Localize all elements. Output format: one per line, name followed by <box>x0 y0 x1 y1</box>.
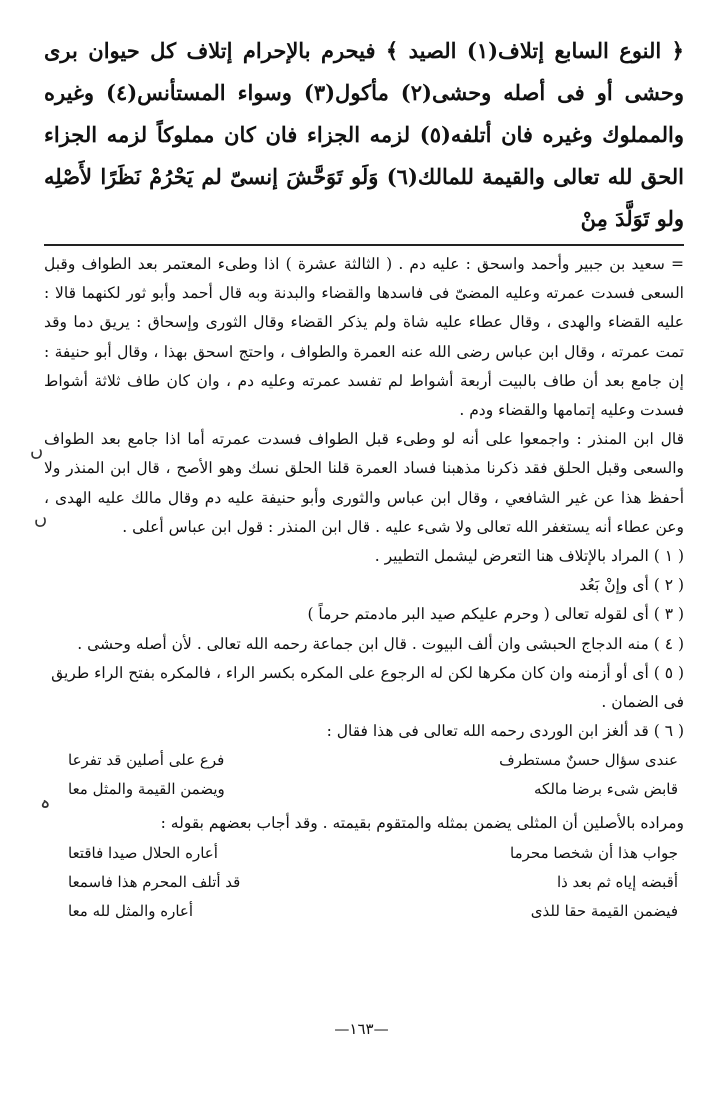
verse-first-hemistich: فيضمن القيمة حقا للذى <box>530 901 678 920</box>
footnote: ( ٥ ) أى أو أزمنه وان كان مكرها لكن له الرجوع على المكره بكسر الراء ، فالمكره بفتح الراء طريق فى الضمان . <box>51 663 684 712</box>
verse-line <box>44 868 684 897</box>
footnote: ( ١ ) المراد بالإتلاف هنا التعرض ليشمل التطيير . <box>374 547 684 566</box>
poem-answer <box>44 839 684 926</box>
commentary <box>44 250 684 542</box>
verse-explanation: ومراده بالأصلين أن المثلى يضمن بمثله والمتقوم بقيمته . وقد أجاب بعضهم بقوله : <box>160 814 684 833</box>
verse-second-hemistich: قد أتلف المحرم هذا فاسمعا <box>68 872 241 891</box>
commentary-paragraph: قال ابن المنذر : واجمعوا على أنه لو وطىء قبل الطواف فسدت عمرته أما اذا جامع بعد الطواف والسعى وقبل الحلق فقد ذكرنا مذهبنا فساد العمرة قلنا الحلق نسك وهو الأصح ، قال ابن المنذر ولا أحفظ هذا عن غير الشافعي ، وقال ابن عباس والثورى وأبو حنيفة عليه دم وقال مالك عليه الهدى ، وعن عطاء أنه يستغفر الله تعالى ولا شىء عليه . قال ابن المنذر : قول ابن عباس أعلى . <box>44 430 684 536</box>
margin-annotation-mark: ں <box>30 440 44 461</box>
verse-first-hemistich: جواب هذا أن شخصا محرما <box>510 843 678 862</box>
verse-line <box>44 775 684 804</box>
verse-second-hemistich: فرع على أصلين قد تفرعا <box>68 751 225 770</box>
footnote: ( ٦ ) قد ألغز ابن الوردى رحمه الله تعالى فى هذا فقال : <box>326 722 684 741</box>
footnote: ( ٢ ) أى وإنْ بَعُد <box>579 576 684 595</box>
footnote: ( ٤ ) منه الدجاج الحبشى وان ألف البيوت . قال ابن جماعة رحمه الله تعالى . لأن أصله وحشى . <box>77 634 684 653</box>
page-content <box>44 30 684 926</box>
margin-annotation-mark: ہ <box>40 792 51 813</box>
main-text: ﴿ النوع السابع إتلاف(١) الصيد ﴾ فيحرم بالإحرام إتلاف كل حيوان برى وحشى أو فى أصله وحشى(٢) مأكول(٣) وسواء المستأنس(٤) وغيره والمملوك وغيره فان أتلفه(٥) لزمه الجزاء فان كان مملوكاً لزمه الجزاء الحق لله تعالى والقيمة للمالك(٦) وَلَو تَوَحَّشَ إنسىّ لم يَحْرُمْ نَظَرًا لأَصْلِه ولو تَوَلَّدَ مِنْ <box>44 38 684 231</box>
verse-line <box>44 746 684 775</box>
commentary-paragraph: = سعيد بن جبير وأحمد واسحق : عليه دم . ( الثالثة عشرة ) اذا وطىء المعتمر بعد الطواف وقبل السعى فسدت عمرته وعليه المضىّ فى فاسدها والقضاء والبدنة وبه قال أحمد وأبو ثور لكنهما قالا : عليه القضاء والهدى ، وقال عطاء عليه شاة ولم يذكر القضاء وقال الثورى وإسحاق : يريق دما وقد تمت عمرته ، وقال ابن عباس رضى الله عنه العمرة والطواف ، واحتج اسحق بهذا ، وقال أبو حنيفة : إن جامع بعد أن طاف بالبيت أربعة أشواط لم تفسد عمرته وعليه دم ، وان كان طاف ثلاثة أشواط فسدت وعليه إتمامها والقضاء ودم . <box>44 255 684 420</box>
page-number: —١٦٣— <box>334 1020 389 1038</box>
footnote: ( ٣ ) أى لقوله تعالى ( وحرم عليكم صيد البر مادمتم حرماً ) <box>307 605 684 624</box>
poem-riddle <box>44 746 684 804</box>
margin-annotation-mark: ں <box>34 508 48 529</box>
verse-first-hemistich: قابض شىء برضا مالكه <box>534 780 678 799</box>
verse-line <box>44 897 684 926</box>
footnotes <box>44 542 684 746</box>
verse-first-hemistich: عندى سؤال حسنٌ مستطرف <box>499 751 678 770</box>
verse-first-hemistich: أقبضه إياه ثم بعد ذا <box>556 872 678 891</box>
verse-second-hemistich: أعاره الحلال صيدا فاقتعا <box>68 843 218 862</box>
verse-second-hemistich: أعاره والمثل لله معا <box>68 901 194 920</box>
verse-line <box>44 839 684 868</box>
verse-second-hemistich: ويضمن القيمة والمثل معا <box>68 780 225 799</box>
separator-rule <box>44 244 684 246</box>
